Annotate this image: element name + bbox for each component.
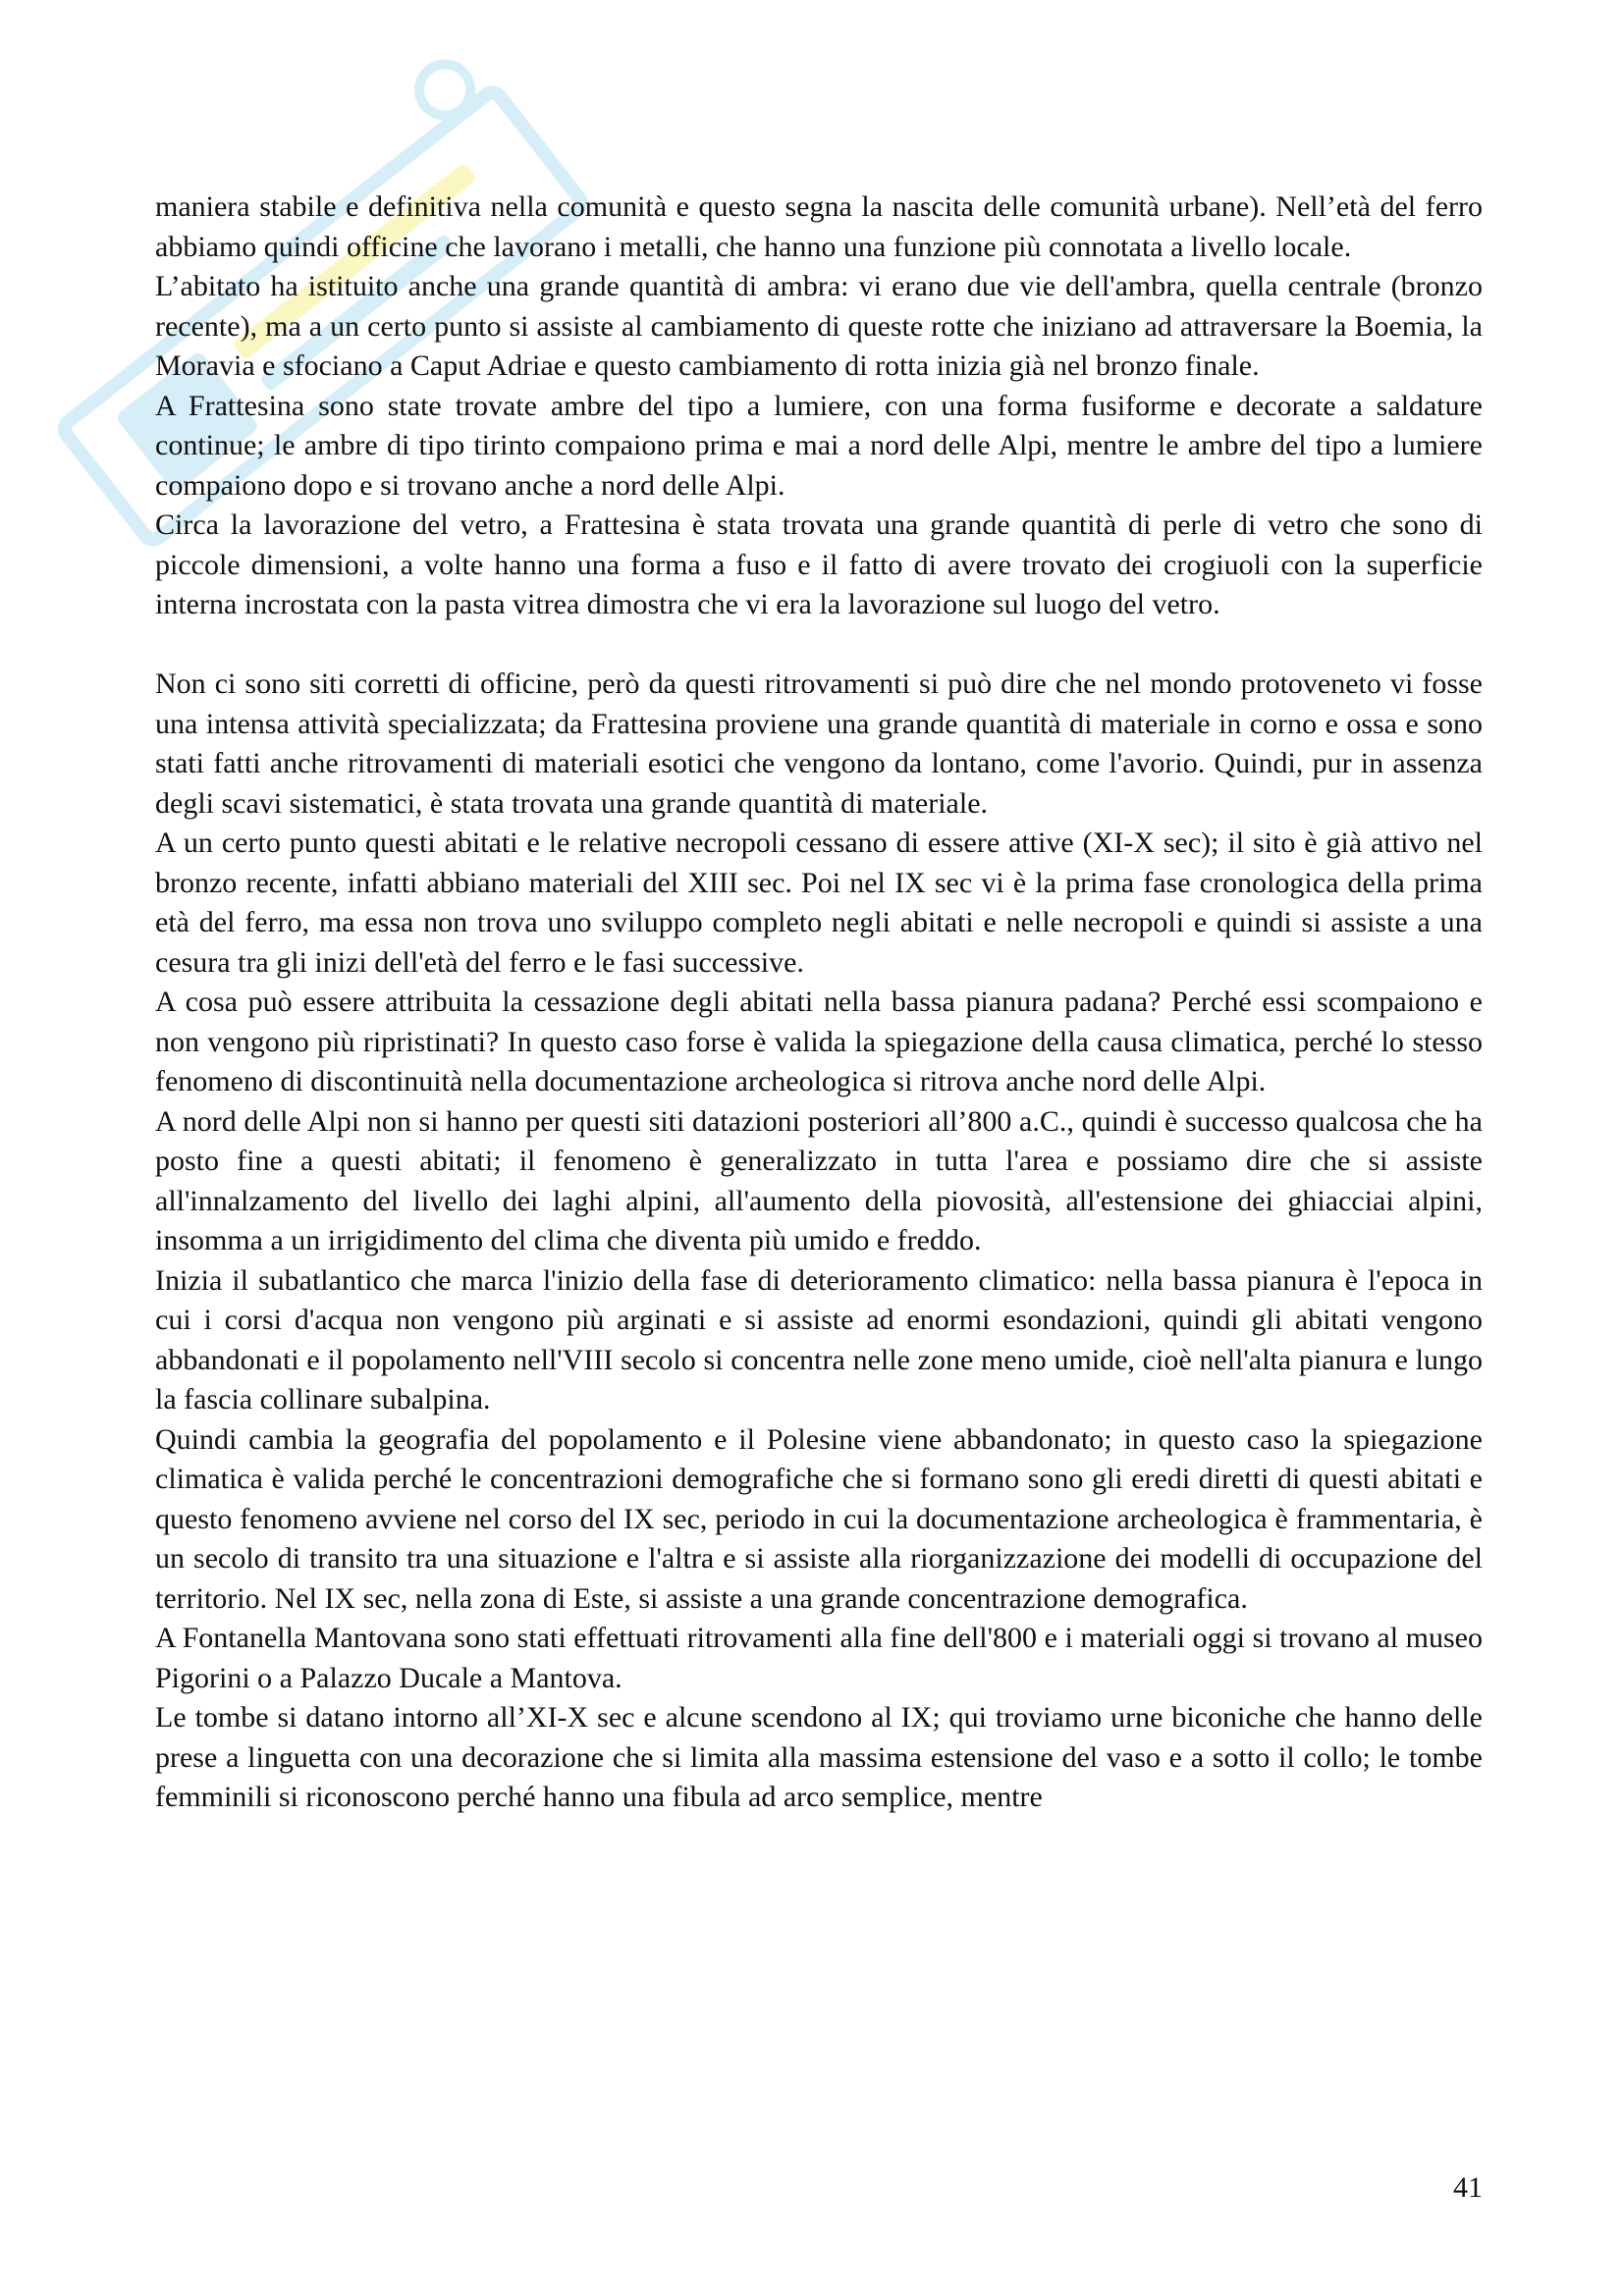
paragraph-6: A un certo punto questi abitati e le relative necropoli cessano di essere attive (XI-X sec); il sito è già attivo nel bronzo recente, infatti abbiano materiali del XIII sec. Poi nel IX sec vi è la prima fase cronologica della prima età del ferro, ma essa non trova uno sviluppo completo negli abitati e nelle necropoli e quindi si assiste a una cesura tra gli inizi dell'età del ferro e le fasi successive. (155, 827, 1483, 979)
paragraph-2: L’abitato ha istituito anche una grande quantità di ambra: vi erano due vie dell'ambra, quella centrale (bronzo recente), ma a un certo punto si assiste al cambiamento di queste rotte che iniziano ad attraversare la Boemia, la Moravia e sfociano a Caput Adriae e questo cambiamento di rotta inizia già nel bronzo finale. (155, 270, 1483, 382)
document-body (155, 187, 1483, 1818)
paragraph-9: Inizia il subatlantico che marca l'inizio della fase di deterioramento climatico: nella bassa pianura è l'epoca in cui i corsi d'acqua non vengono più arginati e si assiste ad enormi esondazioni, quindi gli abitati vengono abbandonati e il popolamento nell'VIII secolo si concentra nelle zone meno umide, cioè nell'alta pianura e lungo la fascia collinare subalpina. (155, 1263, 1483, 1415)
paragraph-12: Le tombe si datano intorno all’XI-X sec e alcune scendono al IX; qui troviamo urne biconiche che hanno delle prese a linguetta con una decorazione che si limita alla massima estensione del vaso e a sotto il collo; le tombe femminili si riconoscono perché hanno una fibula ad arco semplice, mentre (155, 1701, 1483, 1813)
paragraph-spacer (155, 625, 1483, 666)
paragraph-1: maniera stabile e definitiva nella comunità e questo segna la nascita delle comunità urbane). Nell’età del ferro abbiamo quindi officine che lavorano i metalli, che hanno una funzione più connotata a livello locale. (155, 190, 1483, 263)
paragraph-3: A Frattesina sono state trovate ambre del tipo a lumiere, con una forma fusiforme e decorate a saldature continue; le ambre di tipo tirinto compaiono prima e mai a nord delle Alpi, mentre le ambre del tipo a lumiere compaiono dopo e si trovano anche a nord delle Alpi. (155, 389, 1483, 502)
paragraph-4: Circa la lavorazione del vetro, a Frattesina è stata trovata una grande quantità di perle di vetro che sono di piccole dimensioni, a volte hanno una forma a fuso e il fatto di avere trovato dei crogiuoli con la superficie interna incrostata con la pasta vitrea dimostra che vi era la lavorazione sul luogo del vetro. (155, 508, 1483, 620)
paragraph-8: A nord delle Alpi non si hanno per questi siti datazioni posteriori all’800 a.C., quindi è successo qualcosa che ha posto fine a questi abitati; il fenomeno è generalizzato in tutta l'area e possiamo dire che si assiste all'innalzamento del livello dei laghi alpini, all'aumento della piovosità, all'estensione dei ghiacciai alpini, insomma a un irrigidimento del clima che diventa più umido e freddo. (155, 1104, 1483, 1256)
paragraph-7: A cosa può essere attribuita la cessazione degli abitati nella bassa pianura padana? Perché essi scompaiono e non vengono più ripristinati? In questo caso forse è valida la spiegazione della causa climatica, perché lo stesso fenomeno di discontinuità nella documentazione archeologica si ritrova anche nord delle Alpi. (155, 986, 1483, 1097)
paragraph-10: Quindi cambia la geografia del popolamento e il Polesine viene abbandonato; in questo caso la spiegazione climatica è valida perché le concentrazioni demografiche che si formano sono gli eredi diretti di questi abitati e questo fenomeno avviene nel corso del IX sec, periodo in cui la documentazione archeologica è frammentaria, è un secolo di transito tra una situazione e l'altra e si assiste alla riorganizzazione dei modelli di occupazione del territorio. Nel IX sec, nella zona di Este, si assiste a una grande concentrazione demografica. (155, 1422, 1483, 1615)
paragraph-11: A Fontanella Mantovana sono stati effettuati ritrovamenti alla fine dell'800 e i materiali oggi si trovano al museo Pigorini o a Palazzo Ducale a Mantova. (155, 1622, 1483, 1694)
paragraph-5: Non ci sono siti corretti di officine, però da questi ritrovamenti si può dire che nel mondo protoveneto vi fosse una intensa attività specializzata; da Frattesina proviene una grande quantità di materiale in corno e ossa e sono stati fatti anche ritrovamenti di materiali esotici che vengono da lontano, come l'avorio. Quindi, pur in assenza degli scavi sistematici, è stata trovata una grande quantità di materiale. (155, 667, 1483, 820)
page-number: 41 (1453, 2171, 1483, 2204)
